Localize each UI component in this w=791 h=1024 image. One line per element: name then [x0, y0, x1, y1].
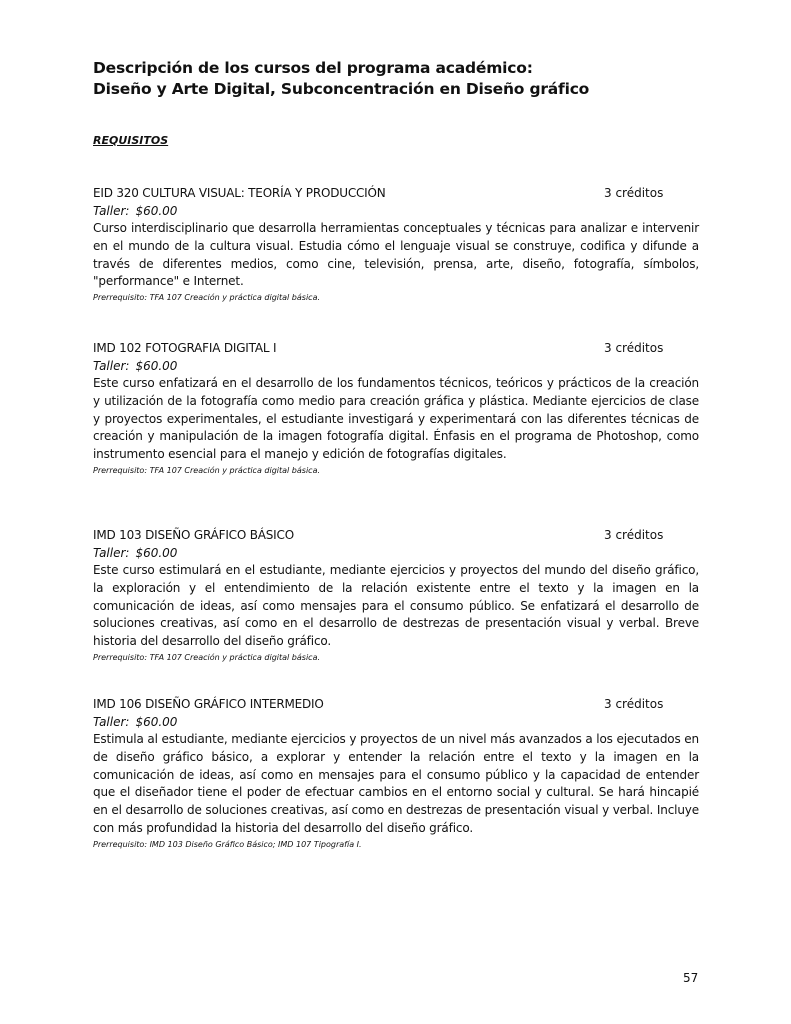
course-description: Este curso enfatizará en el desarrollo de los fundamentos técnicos, teóricos y prácticos de la creación y utilización de la fotografía como medio para creación gráfica y plástica. Mediante ejercicios de clase y proyectos experimentales, el estudiante investigará y experimentará con las diferentes técnicas de creación y manipulación de la imagen fotografía digital. Énfasis en el programa de Photoshop, como instrumento esencial para el manejo y edición de fotografías digitales.	[93, 376, 699, 462]
fee-label: Taller:	[93, 546, 130, 560]
fee-label: Taller:	[93, 715, 130, 729]
fee-label: Taller:	[93, 204, 130, 218]
fee-amount: $60.00	[135, 715, 178, 729]
course-header	[93, 341, 699, 358]
course-entry	[93, 697, 699, 851]
section-heading: REQUISITOS	[93, 134, 169, 147]
course-entry	[93, 528, 699, 664]
course-credits: 3 créditos	[604, 341, 664, 355]
fee-label: Taller:	[93, 359, 130, 373]
course-header	[93, 528, 699, 545]
course-name: IMD 102 FOTOGRAFIA DIGITAL I	[93, 341, 277, 355]
fee-amount: $60.00	[135, 204, 178, 218]
course-fee	[93, 203, 699, 220]
fee-amount: $60.00	[135, 359, 178, 373]
course-fee	[93, 358, 699, 375]
course-fee	[93, 545, 699, 562]
course-name: IMD 103 DISEÑO GRÁFICO BÁSICO	[93, 528, 294, 542]
course-entry	[93, 186, 699, 304]
course-description: Curso interdisciplinario que desarrolla herramientas conceptuales y técnicas para analizar e intervenir en el mundo de la cultura visual. Estudia cómo el lenguaje visual se construye, codifica y difunde a través de diferentes medios, como cine, televisión, prensa, arte, diseño, fotografía, símbolos, "performance" e Internet.	[93, 221, 699, 289]
title-line-2: Diseño y Arte Digital, Subconcentración en Diseño gráfico	[93, 80, 590, 98]
course-credits: 3 créditos	[604, 186, 664, 200]
course-name: EID 320 CULTURA VISUAL: TEORÍA Y PRODUCCIÓN	[93, 186, 386, 200]
course-prerequisite: Prerrequisito: TFA 107 Creación y práctica digital básica.	[93, 652, 321, 662]
fee-amount: $60.00	[135, 546, 178, 560]
document-title	[93, 58, 713, 100]
course-description: Este curso estimulará en el estudiante, mediante ejercicios y proyectos del mundo del diseño gráfico, la exploración y el entendimiento de la relación existente entre el texto y la imagen en la comunicación de ideas, así como mensajes para el consumo público. Se enfatizará el desarrollo de soluciones creativas, así como en el desarrollo de destrezas de presentación visual y verbal. Breve historia del desarrollo del diseño gráfico.	[93, 563, 699, 649]
course-credits: 3 créditos	[604, 697, 664, 711]
page-number: 57	[683, 971, 699, 985]
title-line-1: Descripción de los cursos del programa académico:	[93, 59, 533, 77]
course-prerequisite: Prerrequisito: IMD 103 Diseño Gráfico Básico; IMD 107 Tipografía I.	[93, 839, 362, 849]
course-header	[93, 697, 699, 714]
course-fee	[93, 714, 699, 731]
course-credits: 3 créditos	[604, 528, 664, 542]
course-prerequisite: Prerrequisito: TFA 107 Creación y práctica digital básica.	[93, 465, 321, 475]
course-entry	[93, 341, 699, 477]
course-name: IMD 106 DISEÑO GRÁFICO INTERMEDIO	[93, 697, 324, 711]
course-prerequisite: Prerrequisito: TFA 107 Creación y práctica digital básica.	[93, 293, 321, 303]
course-description: Estimula al estudiante, mediante ejercicios y proyectos de un nivel más avanzados a los ejecutados en de diseño gráfico básico, a explorar y entender la relación entre el texto y la imagen en la comunicación de ideas, así como en mensajes para el consumo público y la capacidad de entender que el diseñador tiene el poder de efectuar cambios en el entorno social y cultural. Se hará hincapié en el desarrollo de soluciones creativas, así como en destrezas de presentación visual y verbal. Incluye con más profundidad la historia del desarrollo del diseño gráfico.	[93, 732, 699, 835]
course-header	[93, 186, 699, 203]
